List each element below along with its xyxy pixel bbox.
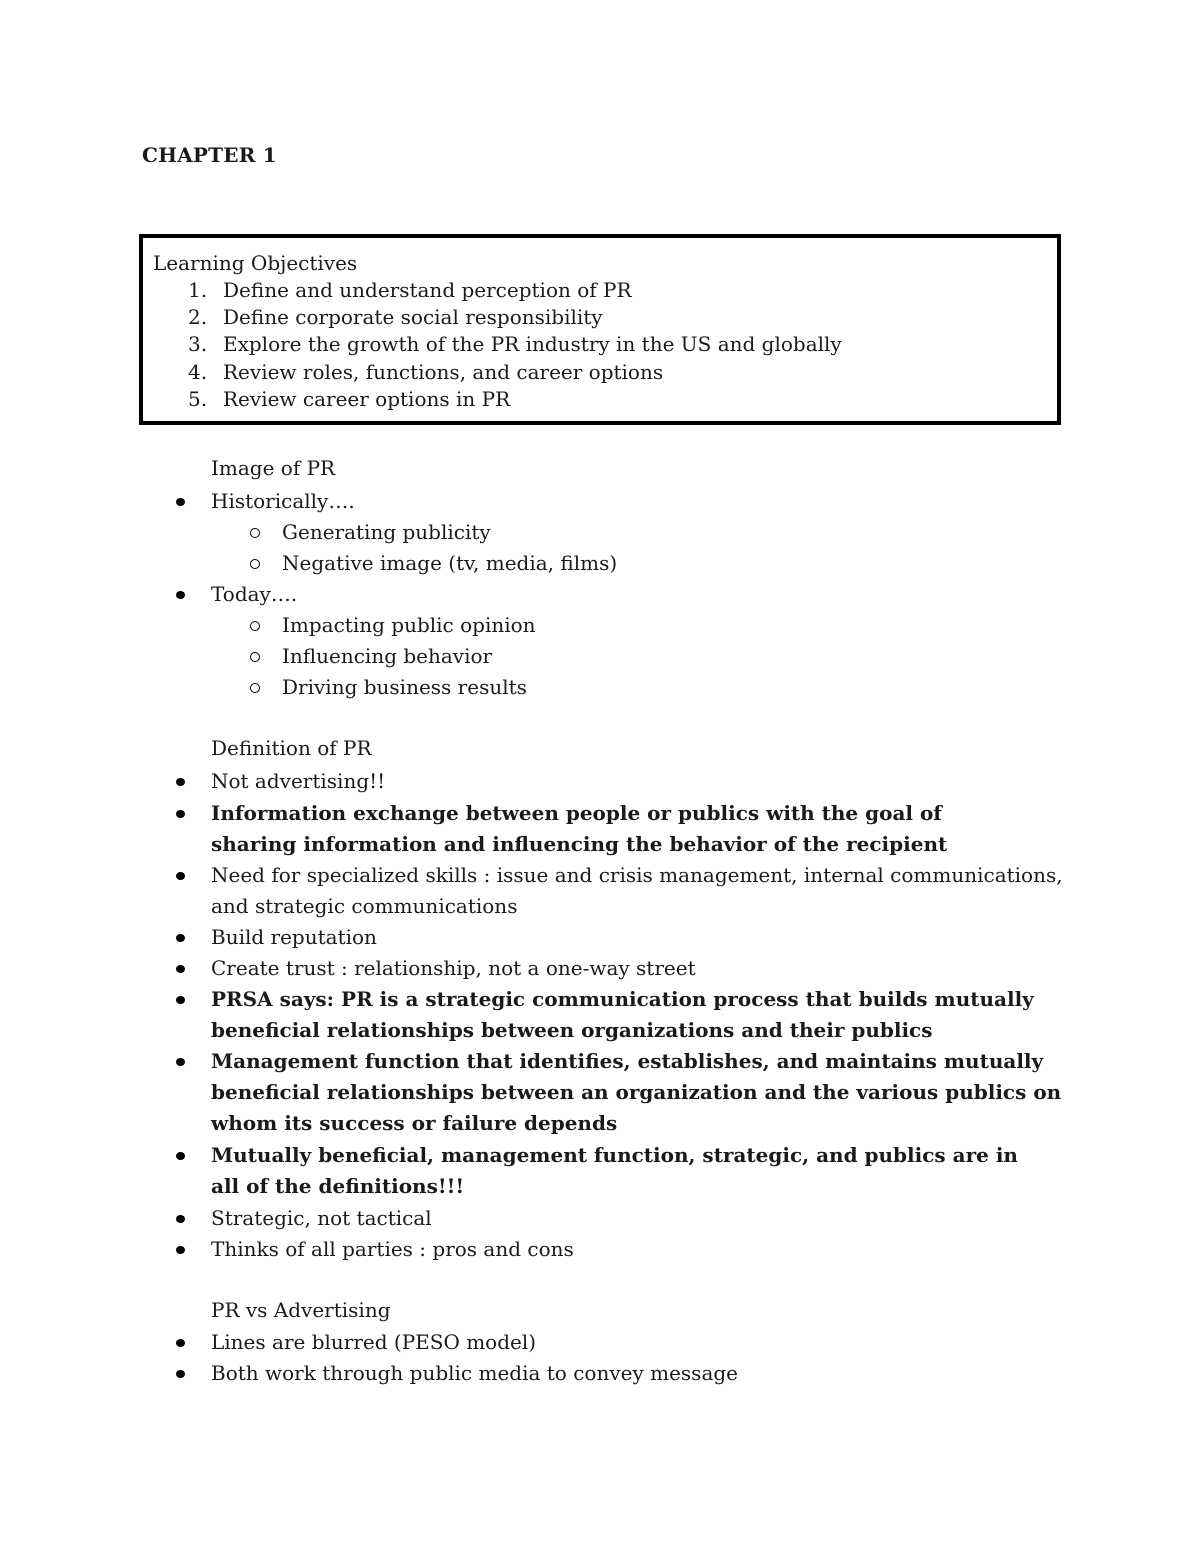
bullet-dot-icon [176,934,185,942]
bullet-dot-icon [176,965,185,973]
objective-text: Define and understand perception of PR [223,278,632,302]
bullet-dot-icon [176,1058,185,1066]
list-item-text: Strategic, not tactical [211,1206,432,1230]
section-title-definition-of-pr: Definition of PR [211,736,372,760]
section-title-pr-vs-advertising: PR vs Advertising [211,1298,391,1322]
bullet-dot-icon [176,1246,185,1254]
objective-number: 1. [188,278,208,302]
objective-text: Review career options in PR [223,386,511,411]
objective-number: 3. [188,332,208,357]
bullet-dot-icon [176,810,185,818]
bullet-dot-icon [176,872,185,880]
bullet-dot-icon [176,996,185,1004]
list-item-text: Need for specialized skills : issue and crisis management, internal communications, and strategic communications [211,863,1063,918]
bullet-circle-icon [250,621,260,631]
objective-number: 5. [188,386,208,411]
learning-objectives-heading: Learning Objectives [153,251,358,275]
sub-list-item-text: Driving business results [282,675,527,699]
objective-number: 2. [188,305,208,330]
list-item-text: Create trust : relationship, not a one-way street [211,956,696,980]
learning-objectives-box [139,234,1061,425]
list-item-text: Mutually beneficial, management function, strategic, and publics are in all of the definitions!!! [211,1143,1018,1198]
objective-text: Define corporate social responsibility [223,305,603,330]
bullet-dot-icon [176,1370,185,1378]
list-item-text: PRSA says: PR is a strategic communication process that builds mutually beneficial relationships between organizations and their publics [211,987,1034,1042]
bullet-circle-icon [250,559,260,569]
bullet-circle-icon [250,652,260,662]
chapter-title: CHAPTER 1 [142,143,277,167]
bullet-circle-icon [250,528,260,538]
bullet-dot-icon [176,591,185,599]
bullet-dot-icon [176,1152,185,1160]
list-item-text: Build reputation [211,925,377,949]
sub-list-item-text: Generating publicity [282,520,491,544]
objective-number: 4. [188,359,208,384]
objective-text: Review roles, functions, and career options [223,359,664,384]
sub-list-item-text: Influencing behavior [282,644,493,668]
list-item-text: Both work through public media to convey message [211,1361,739,1385]
objective-text: Explore the growth of the PR industry in the US and globally [223,332,842,357]
sub-list-item-text: Negative image (tv, media, films) [282,551,618,575]
list-item-text: Thinks of all parties : pros and cons [211,1237,574,1261]
bullet-circle-icon [250,683,260,693]
list-item-text: Historically…. [211,489,355,513]
list-item-text: Today…. [211,582,298,606]
list-item-text: Management function that identifies, establishes, and maintains mutually beneficial relationships between an organization and the various publics on whom its success or failure depends [211,1049,1062,1135]
bullet-dot-icon [176,778,185,786]
list-item-text: Lines are blurred (PESO model) [211,1330,537,1354]
sub-list-item-text: Impacting public opinion [282,613,536,637]
bullet-dot-icon [176,1339,185,1347]
bullet-dot-icon [176,1215,185,1223]
list-item-text: Not advertising!! [211,769,386,793]
list-item-text: Information exchange between people or publics with the goal of sharing information and influencing the behavior of the recipient [211,801,948,856]
section-title-image-of-pr: Image of PR [211,456,336,480]
bullet-dot-icon [176,498,185,506]
